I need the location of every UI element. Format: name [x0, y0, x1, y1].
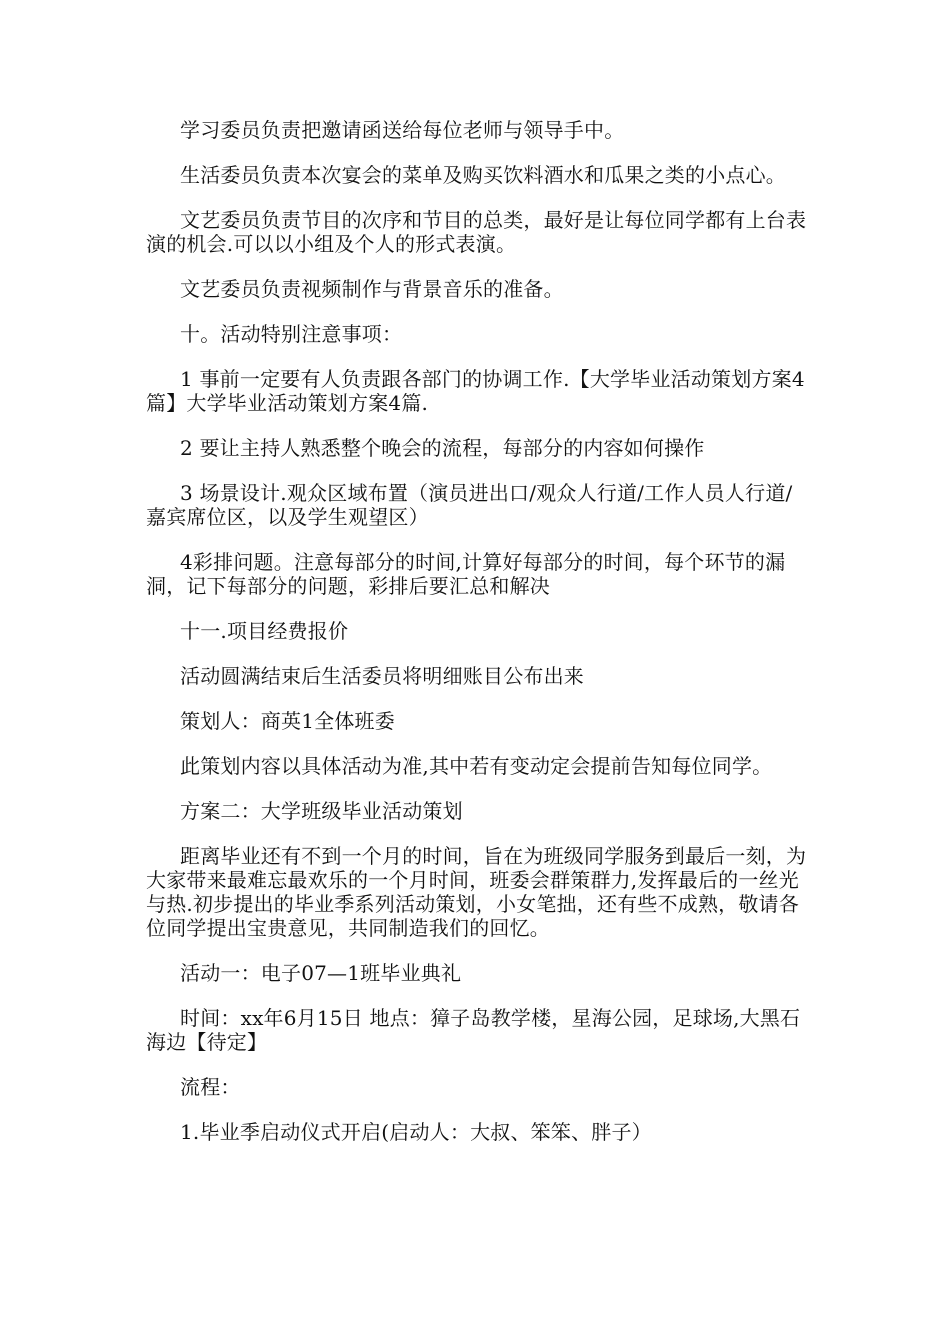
plan-two-title: 方案二：大学班级毕业活动策划 [180, 799, 463, 823]
note-item-4: 4彩排问题。注意每部分的时间,计算好每部分的时间，每个环节的漏洞，记下每部分的问题，彩排后要汇总和解决 [146, 550, 786, 598]
note-item-3: 3 场景设计.观众区域布置（演员进出口/观众人行道/工作人员人行道/嘉宾席位区，以及学生观望区） [146, 481, 793, 529]
section-heading-11: 十一.项目经费报价 [180, 619, 349, 643]
activity-one-title: 活动一：电子07—1班毕业典礼 [180, 961, 462, 985]
paragraph-budget: 活动圆满结束后生活委员将明细账目公布出来 [180, 664, 584, 688]
paragraph-3: 文艺委员负责节目的次序和节目的总类，最好是让每位同学都有上台表演的机会.可以以小组及个人的形式表演。 [146, 208, 807, 256]
time-location-line: 时间：xx年6月15日 地点：獐子岛教学楼，星海公园，足球场,大黑石海边【待定】 [146, 1006, 801, 1054]
planner-line: 策划人：商英1全体班委 [180, 709, 395, 733]
note-item-1: 1 事前一定要有人负责跟各部门的协调工作.【大学毕业活动策划方案4篇】大学毕业活动策划方案4篇. [146, 367, 805, 415]
paragraph-2: 生活委员负责本次宴会的菜单及购买饮料酒水和瓜果之类的小点心。 [180, 163, 786, 187]
section-heading-10: 十。活动特别注意事项： [180, 322, 403, 346]
process-heading: 流程： [180, 1075, 241, 1099]
paragraph-1: 学习委员负责把邀请函送给每位老师与领导手中。 [180, 118, 625, 142]
paragraph-4: 文艺委员负责视频制作与背景音乐的准备。 [180, 277, 564, 301]
process-item-1: 1.毕业季启动仪式开启(启动人：大叔、笨笨、胖子） [180, 1120, 652, 1144]
note-item-2: 2 要让主持人熟悉整个晚会的流程，每部分的内容如何操作 [180, 436, 705, 460]
paragraph-intro: 距离毕业还有不到一个月的时间，旨在为班级同学服务到最后一刻，为大家带来最难忘最欢乐的一个月时间，班委会群策群力,发挥最后的一丝光与热.初步提出的毕业季系列活动策划，小女笔拙，还有些不成熟，敬请各位同学提出宝贵意见，共同制造我们的回忆。 [146, 844, 807, 940]
paragraph-disclaimer: 此策划内容以具体活动为准,其中若有变动定会提前告知每位同学。 [180, 754, 773, 778]
